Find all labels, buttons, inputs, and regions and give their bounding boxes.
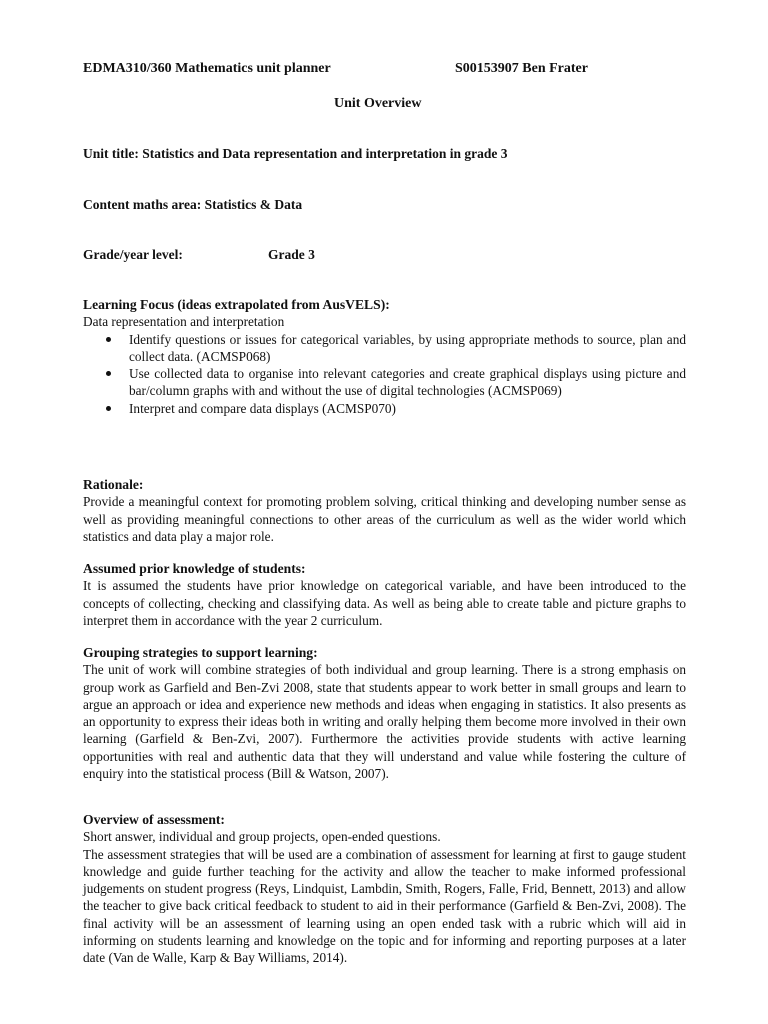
list-item: Interpret and compare data displays (ACMSP070) [83, 400, 686, 417]
grouping-section [83, 644, 686, 782]
assessment-section [83, 811, 686, 967]
assessment-line1: Short answer, individual and group projects, open-ended questions. [83, 829, 441, 845]
assessment-heading: Overview of assessment: [83, 812, 225, 827]
prior-knowledge-text: It is assumed the students have prior knowledge on categorical variable, and have been introduced to the concepts of collecting, checking and classifying data. As well as being able to create table and picture graphs to interpret them in accordance with the year 2 curriculum. [83, 578, 686, 628]
grouping-text: The unit of work will combine strategies of both individual and group learning. There is a strong emphasis on group work as Garfield and Ben-Zvi 2008, state that students appear to work better in small groups and learn to argue an approach or idea and experience new methods and ideas when engaging in statistics. It also presents as an opportunity to express their ideas both in writing and orally helping them become more involved in their own learning (Garfield & Ben-Zvi, 2007). Furthermore the activities provide students with active learning opportunities with real and authentic data that they will understand and value while fostering the culture of enquiry into the statistical process (Bill & Watson, 2007). [83, 662, 686, 782]
rationale-section [83, 476, 686, 545]
bullet-icon [106, 337, 111, 342]
learning-focus-subheading: Data representation and interpretation [83, 314, 285, 330]
overview-title: Unit Overview [334, 96, 422, 111]
list-item: Use collected data to organise into relevant categories and create graphical displays using picture and bar/column graphs with and without the use of digital technologies (ACMSP069) [83, 365, 686, 400]
prior-knowledge-section [83, 560, 686, 629]
student-name: S00153907 Ben Frater [455, 61, 588, 76]
rationale-heading: Rationale: [83, 477, 144, 492]
list-item: Identify questions or issues for categorical variables, by using appropriate methods to source, plan and collect data. (ACMSP068) [83, 331, 686, 366]
learning-focus-list [83, 331, 686, 417]
learning-focus-heading: Learning Focus (ideas extrapolated from AusVELS): [83, 297, 390, 312]
bullet-icon [106, 406, 111, 411]
rationale-text: Provide a meaningful context for promoting problem solving, critical thinking and developing number sense as well as providing meaningful connections to other areas of the curriculum as well as the wider world which statistics and data play a major role. [83, 494, 686, 544]
content-area: Content maths area: Statistics & Data [83, 197, 303, 212]
bullet-icon [106, 371, 111, 376]
prior-knowledge-heading: Assumed prior knowledge of students: [83, 561, 306, 576]
grade-value: Grade 3 [268, 247, 315, 262]
course-title: EDMA310/360 Mathematics unit planner [83, 61, 331, 76]
grouping-heading: Grouping strategies to support learning: [83, 645, 318, 660]
assessment-text: The assessment strategies that will be used are a combination of assessment for learning at first to gauge student knowledge and guide further teaching for the activity and allow the teacher to make informed professional judgements on student progress (Reys, Lindquist, Lambdin, Smith, Rogers, Falle, Frid, Bennett, 2013) and allow the teacher to give back critical feedback to student to aid in their performance (Garfield & Ben-Zvi, 2008). The final activity will be an assessment of learning using an open ended task with a rubric which will aid in informing on students learning and knowledge on the topic and for informing and reporting purposes at a later date (Van de Walle, Karp & Bay Williams, 2014). [83, 846, 686, 966]
unit-title: Unit title: Statistics and Data representation and interpretation in grade 3 [83, 146, 508, 161]
learning-focus-section [83, 296, 686, 417]
grade-label: Grade/year level: [83, 247, 183, 262]
